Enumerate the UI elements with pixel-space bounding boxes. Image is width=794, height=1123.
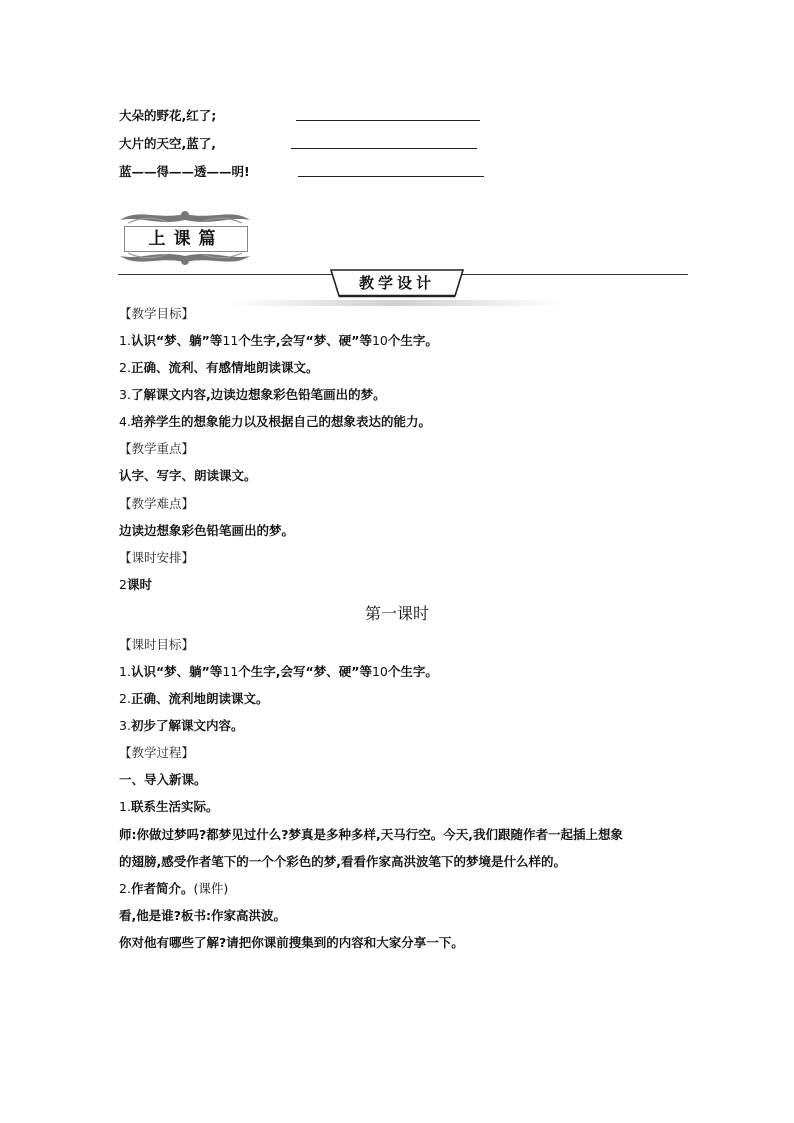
answer-blank-2[interactable] xyxy=(291,148,477,149)
lesson-goal-item-1: 1.认识“梦、躺”等11个生字,会写“梦、硬”等10个生字。 xyxy=(119,664,438,679)
difficult-points-text: 边读边想象彩色铅笔画出的梦。 xyxy=(119,523,295,538)
teacher-paragraph-line-2: 的翅膀,感受作者笔下的一个个彩色的梦,看看作家高洪波笔下的梦境是什么样的。 xyxy=(119,854,566,869)
process-heading: 【教学过程】 xyxy=(119,745,195,760)
section-tab-shadow xyxy=(230,300,560,306)
key-points-text: 认字、写字、朗读课文。 xyxy=(119,468,257,483)
schedule-heading: 【课时安排】 xyxy=(119,550,195,565)
lesson-goals-heading: 【课时目标】 xyxy=(119,637,195,652)
step-1-2: 2.作者简介。(课件) xyxy=(119,881,229,896)
answer-blank-3[interactable] xyxy=(298,176,484,177)
lesson-goal-item-3: 3.初步了解课文内容。 xyxy=(119,718,244,733)
share-line: 你对他有哪些了解?请把你课前搜集到的内容和大家分享一下。 xyxy=(119,935,464,950)
goals-heading: 【教学目标】 xyxy=(119,306,195,321)
lesson-title: 第一课时 xyxy=(364,604,429,623)
exercise-line-2: 大片的天空,蓝了, xyxy=(119,136,216,151)
look-line: 看,他是谁?板书:作家高洪波。 xyxy=(119,908,286,923)
step-1-1: 1.联系生活实际。 xyxy=(119,799,219,814)
goal-item-1: 1.认识“梦、躺”等11个生字,会写“梦、硬”等10个生字。 xyxy=(119,333,438,348)
lesson-goal-item-2: 2.正确、流利地朗读课文。 xyxy=(119,691,269,706)
schedule-text: 2课时 xyxy=(119,577,152,592)
key-points-heading: 【教学重点】 xyxy=(119,441,195,456)
exercise-line-3: 蓝——得——透——明! xyxy=(119,164,250,179)
goal-item-3: 3.了解课文内容,边读边想象彩色铅笔画出的梦。 xyxy=(119,387,386,402)
goal-item-2: 2.正确、流利、有感情地朗读课文。 xyxy=(119,360,319,375)
section-tab-title: 教学设计 xyxy=(358,274,435,292)
step-1-heading: 一、导入新课。 xyxy=(119,772,207,787)
section-banner-label: 上课篇 xyxy=(124,226,248,252)
exercise-line-1: 大朵的野花,红了; xyxy=(119,108,217,123)
teacher-paragraph-line-1: 师:你做过梦吗?都梦见过什么?梦真是多种多样,天马行空。今天,我们跟随作者一起插上想象 xyxy=(119,827,623,842)
goal-item-4: 4.培养学生的想象能力以及根据自己的想象表达的能力。 xyxy=(119,414,431,429)
answer-blank-1[interactable] xyxy=(296,120,480,121)
difficult-points-heading: 【教学难点】 xyxy=(119,496,195,511)
